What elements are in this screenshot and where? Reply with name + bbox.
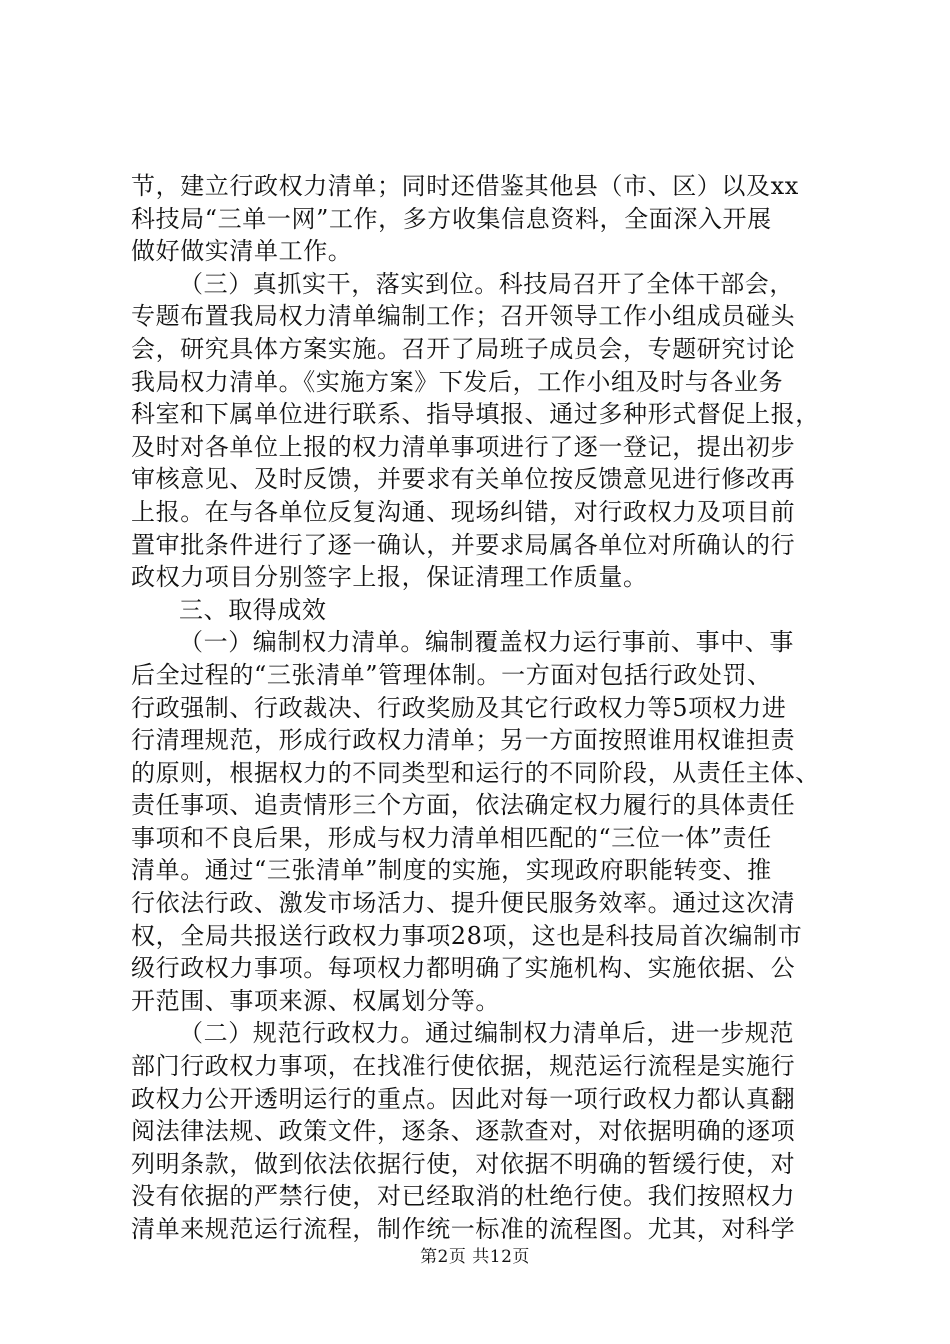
- text-line: 后全过程的“三张清单”管理体制。一方面对包括行政处罚、: [131, 660, 772, 689]
- text-line: 部门行政权力事项，在找准行使依据，规范运行流程是实施行: [131, 1052, 796, 1081]
- text-line: 级行政权力事项。每项权力都明确了实施机构、实施依据、公: [131, 954, 796, 983]
- text-line: 会，研究具体方案实施。召开了局班子成员会，专题研究讨论: [131, 334, 796, 363]
- document-body: [131, 170, 835, 1246]
- text-line: 没有依据的严禁行使，对已经取消的杜绝行使。我们按照权力: [131, 1182, 796, 1211]
- paragraph-start-line: （三）真抓实干，落实到位。科技局召开了全体干部会，: [179, 269, 794, 298]
- text-line: 列明条款，做到依法依据行使，对依据不明确的暂缓行使，对: [131, 1149, 796, 1178]
- text-line: 专题布置我局权力清单编制工作；召开领导工作小组成员碰头: [131, 302, 796, 331]
- text-line: 的原则，根据权力的不同类型和运行的不同阶段，从责任主体、: [131, 758, 820, 787]
- text-line: 事项和不良后果，形成与权力清单相匹配的“三位一体”责任: [131, 823, 772, 852]
- text-line: 审核意见、及时反馈，并要求有关单位按反馈意见进行修改再: [131, 465, 796, 494]
- paragraph-start-line: （一）编制权力清单。编制覆盖权力运行事前、事中、事: [179, 628, 794, 657]
- text-line: 科技局“三单一网”工作，多方收集信息资料，全面深入开展: [131, 204, 772, 233]
- text-line: 开范围、事项来源、权属划分等。: [131, 986, 500, 1015]
- text-line: 科室和下属单位进行联系、指导填报、通过多种形式督促上报，: [131, 400, 820, 429]
- text-line: 权，全局共报送行政权力事项28项，这也是科技局首次编制市: [131, 921, 803, 950]
- text-line: 行清理规范，形成行政权力清单；另一方面按照谁用权谁担责: [131, 726, 796, 755]
- text-line: 上报。在与各单位反复沟通、现场纠错，对行政权力及项目前: [131, 497, 796, 526]
- text-line: 政权力公开透明运行的重点。因此对每一项行政权力都认真翻: [131, 1084, 796, 1113]
- text-line: 置审批条件进行了逐一确认，并要求局属各单位对所确认的行: [131, 530, 796, 559]
- paragraph-start-line: （二）规范行政权力。通过编制权力清单后，进一步规范: [179, 1019, 794, 1048]
- section-heading: 三、取得成效: [179, 595, 327, 624]
- text-line: 节，建立行政权力清单；同时还借鉴其他县（市、区）以及xx: [131, 172, 799, 200]
- text-line: 及时对各单位上报的权力清单事项进行了逐一登记，提出初步: [131, 432, 796, 461]
- text-line: 责任事项、追责情形三个方面，依法确定权力履行的具体责任: [131, 791, 796, 820]
- page-number-footer: 第2页 共12页: [420, 1247, 530, 1267]
- text-line: 阅法律法规、政策文件，逐条、逐款查对，对依据明确的逐项: [131, 1117, 796, 1146]
- text-line: 行政强制、行政裁决、行政奖励及其它行政权力等5项权力进: [131, 693, 787, 722]
- text-line: 我局权力清单。《实施方案》下发后，工作小组及时与各业务: [131, 367, 784, 396]
- text-line: 清单。通过“三张清单”制度的实施，实现政府职能转变、推: [131, 856, 772, 885]
- text-line: 政权力项目分别签字上报，保证清理工作质量。: [131, 563, 648, 592]
- text-line: 清单来规范运行流程，制作统一标准的流程图。尤其，对科学: [131, 1215, 796, 1243]
- text-line: 行依法行政、激发市场活力、提升便民服务效率。通过这次清: [131, 889, 796, 918]
- text-line: 做好做实清单工作。: [131, 237, 353, 266]
